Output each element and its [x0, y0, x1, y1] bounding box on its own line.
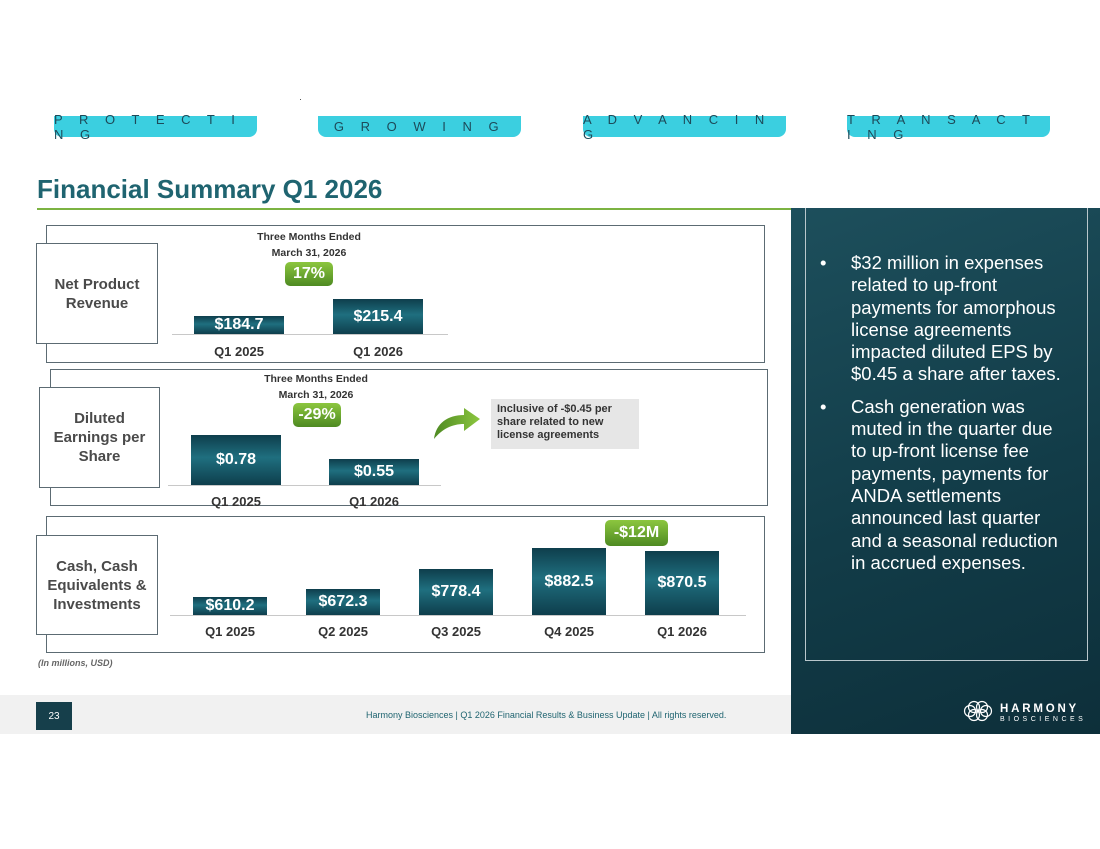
eps-category-label: Q1 2026 [349, 494, 399, 509]
cash-category-label: Q3 2025 [431, 624, 481, 639]
eps-category-label: Q1 2025 [211, 494, 261, 509]
cash-label-box [36, 535, 158, 635]
tab-protecting: P R O T E C T I N G [54, 116, 257, 137]
revenue-header-line2: March 31, 2026 [271, 247, 347, 259]
revenue-label: Net Product Revenue [54, 275, 140, 312]
cash-bar-value: $778.4 [431, 582, 481, 600]
eps-callout: Inclusive of -$0.45 per share related to new license agreements [491, 399, 639, 449]
cash-baseline [170, 615, 746, 616]
tab-advancing: A D V A N C I N G [583, 116, 786, 137]
eps-bar [329, 459, 419, 485]
units-note: (In millions, USD) [38, 658, 113, 668]
bullet-text: $32 million in expenses related to up-front payments for amorphous license agreements impacted diluted EPS by $0.45 a share after taxes. [851, 252, 1061, 385]
cash-bar [306, 589, 380, 615]
tab-transacting: T R A N S A C T I N G [847, 116, 1050, 137]
revenue-bar [333, 299, 423, 334]
decorative-dot [300, 99, 301, 100]
logo-wordmark: HARMONY [1000, 703, 1080, 715]
revenue-bar-value: $215.4 [353, 307, 403, 325]
harmony-logo-icon [962, 698, 1002, 728]
cash-bar [193, 597, 267, 615]
eps-header-line1: Three Months Ended [264, 373, 368, 385]
eps-label: Diluted Earnings per Share [53, 410, 146, 465]
cash-bar-value: $882.5 [544, 572, 594, 590]
eps-change-badge: -29% [293, 403, 341, 427]
cash-category-label: Q2 2025 [318, 624, 368, 639]
revenue-bar-value: $184.7 [214, 316, 264, 333]
commentary-bullets [820, 252, 1070, 584]
revenue-baseline [172, 334, 448, 335]
revenue-category-label: Q1 2026 [353, 344, 403, 359]
eps-bar [191, 435, 281, 485]
eps-baseline [168, 485, 441, 486]
eps-bar-value: $0.55 [353, 463, 395, 480]
revenue-category-label: Q1 2025 [214, 344, 264, 359]
page-number: 23 [36, 702, 72, 730]
eps-label-box [39, 387, 160, 488]
cash-bar [645, 551, 719, 615]
bullet-marker: • [820, 395, 827, 417]
cash-bar [532, 548, 606, 615]
eps-header-line2: March 31, 2026 [278, 389, 354, 401]
cash-category-label: Q1 2026 [657, 624, 707, 639]
cash-category-label: Q4 2025 [544, 624, 594, 639]
cash-label: Cash, Cash Equivalents & Investments [47, 557, 147, 613]
revenue-change-badge: 17% [285, 262, 333, 286]
page-title: Financial Summary Q1 2026 [37, 174, 383, 204]
logo-subword: BIOSCIENCES [1000, 716, 1087, 723]
tab-growing: G R O W I N G [318, 116, 521, 137]
bullet-text: Cash generation was muted in the quarter due to up-front license fee payments, payments for ANDA settlements announced last quarter and a seasonal reduction in accrued expenses. [851, 395, 1058, 573]
eps-bar-value: $0.78 [215, 451, 257, 469]
cash-bar-value: $610.2 [205, 597, 255, 614]
revenue-bar [194, 316, 284, 334]
bullet-marker: • [820, 252, 827, 273]
cash-bar [419, 569, 493, 615]
revenue-header-line1: Three Months Ended [257, 231, 361, 243]
cash-change-badge: -$12M [605, 520, 668, 546]
cash-bar-value: $672.3 [318, 593, 368, 611]
bullet-item [820, 252, 1070, 386]
cash-category-label: Q1 2025 [205, 624, 255, 639]
cash-bar-value: $870.5 [657, 573, 707, 591]
footer-text: Harmony Biosciences | Q1 2026 Financial Results & Business Update | All rights reserved. [366, 710, 727, 720]
revenue-label-box [36, 243, 158, 344]
curved-arrow-icon [432, 405, 482, 441]
bullet-item [820, 396, 1070, 574]
